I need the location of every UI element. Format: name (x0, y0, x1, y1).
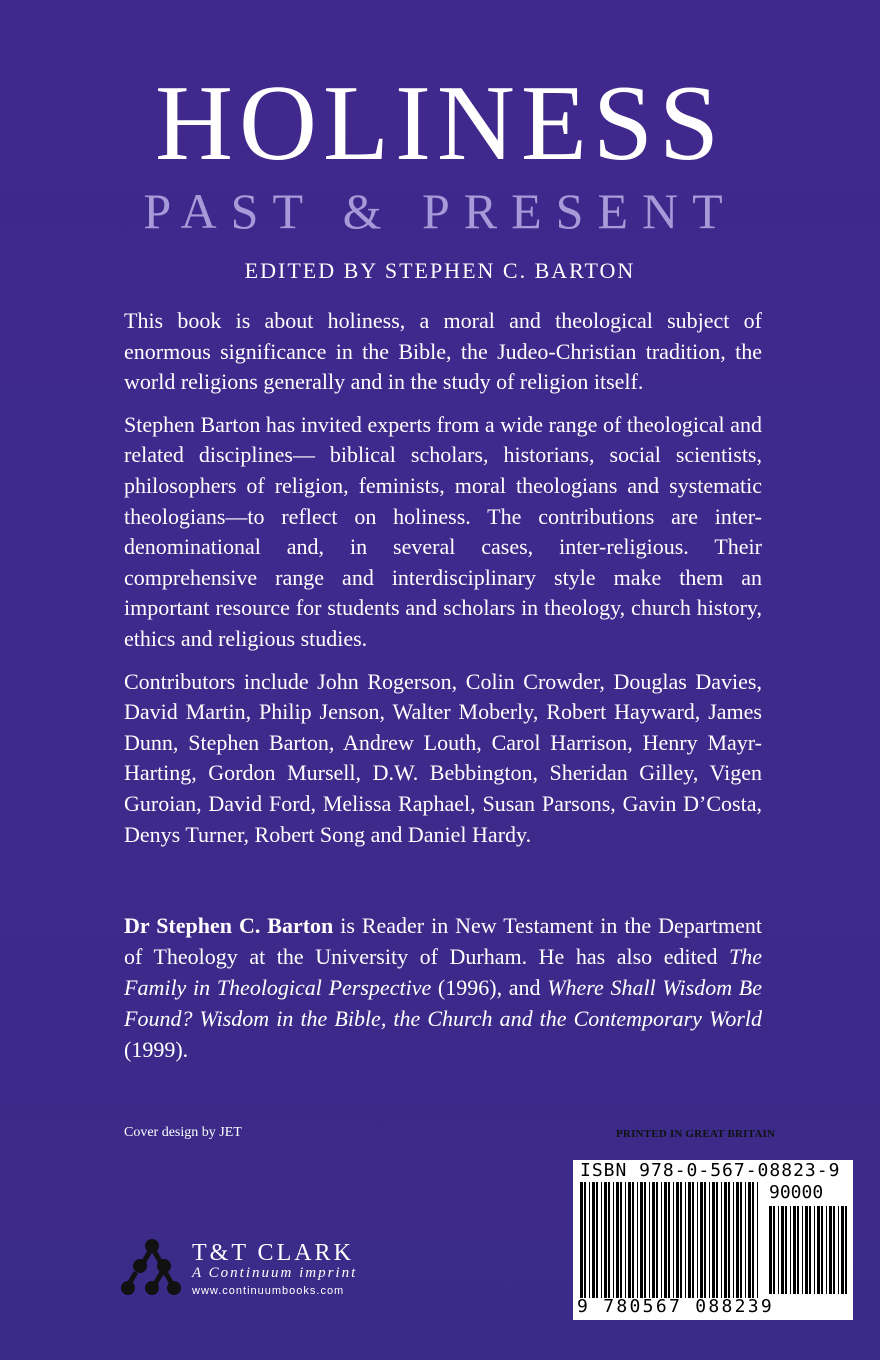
book-subtitle: PAST & PRESENT (143, 183, 737, 239)
author-name: Dr Stephen C. Barton (124, 913, 334, 938)
bio-text: (1996), and (431, 975, 548, 1000)
publisher-logo-icon (120, 1238, 182, 1300)
author-bio (124, 910, 762, 1065)
cover-design-credit: Cover design by JET (124, 1125, 242, 1140)
blurb (124, 306, 762, 862)
book-reference: The Family in Theological Perspective (124, 944, 762, 1000)
bio-text: (1999). (124, 1037, 189, 1062)
publisher-url: www.continuumbooks.com (192, 1285, 345, 1297)
book-reference: Where Shall Wisdom Be Found? Wisdom in the Bible, the Church and the Contemporary World (124, 975, 762, 1031)
ean-digits: 9 780567 088239 (577, 1296, 775, 1317)
printed-in-label: PRINTED IN GREAT BRITAIN (616, 1128, 776, 1140)
barcode-panel (573, 1160, 853, 1320)
isbn-text: ISBN 978-0-567-08823-9 (580, 1160, 841, 1181)
publisher-name: T&T CLARK (192, 1240, 354, 1266)
bio-text: is Reader in New Testament in the Department of Theology at the University of Durham. He has also edited (124, 913, 762, 969)
price-code: 90000 (769, 1182, 824, 1203)
book-title: HOLINESS (154, 64, 726, 183)
editor-line: EDITED BY STEPHEN C. BARTON (244, 258, 636, 283)
blurb-paragraph: Contributors include John Rogerson, Colin Crowder, Douglas Davies, David Martin, Philip Jenson, Walter Moberly, Robert Hayward, James Dunn, Stephen Barton, Andrew Louth, Carol Harrison, Henry Mayr-Harting, Gordon Mursell, D.W. Bebbington, Sheridan Gilley, Vigen Guroian, David Ford, Melissa Raphael, Susan Parsons, Gavin D’Costa, Denys Turner, Robert Song and Daniel Hardy. (124, 668, 762, 847)
blurb-paragraph: Stephen Barton has invited experts from a wide range of theological and related disciplines— biblical scholars, historians, social scientists, philosophers of religion, feminists, moral theologians and systematic theologians—to reflect on holiness. The contributions are inter-denominational and, in several cases, inter-religious. Their comprehensive range and interdisciplinary style make them an important resource for students and scholars in theology, church history, ethics and religious studies. (124, 411, 762, 651)
blurb-paragraph: This book is about holiness, a moral and theological subject of enormous significance in the Bible, the Judeo-Christian tradition, the world religions generally and in the study of religion itself. (124, 308, 762, 395)
price-barcode (769, 1206, 847, 1294)
ean-barcode (580, 1182, 760, 1298)
publisher-imprint: A Continuum imprint (192, 1265, 358, 1281)
